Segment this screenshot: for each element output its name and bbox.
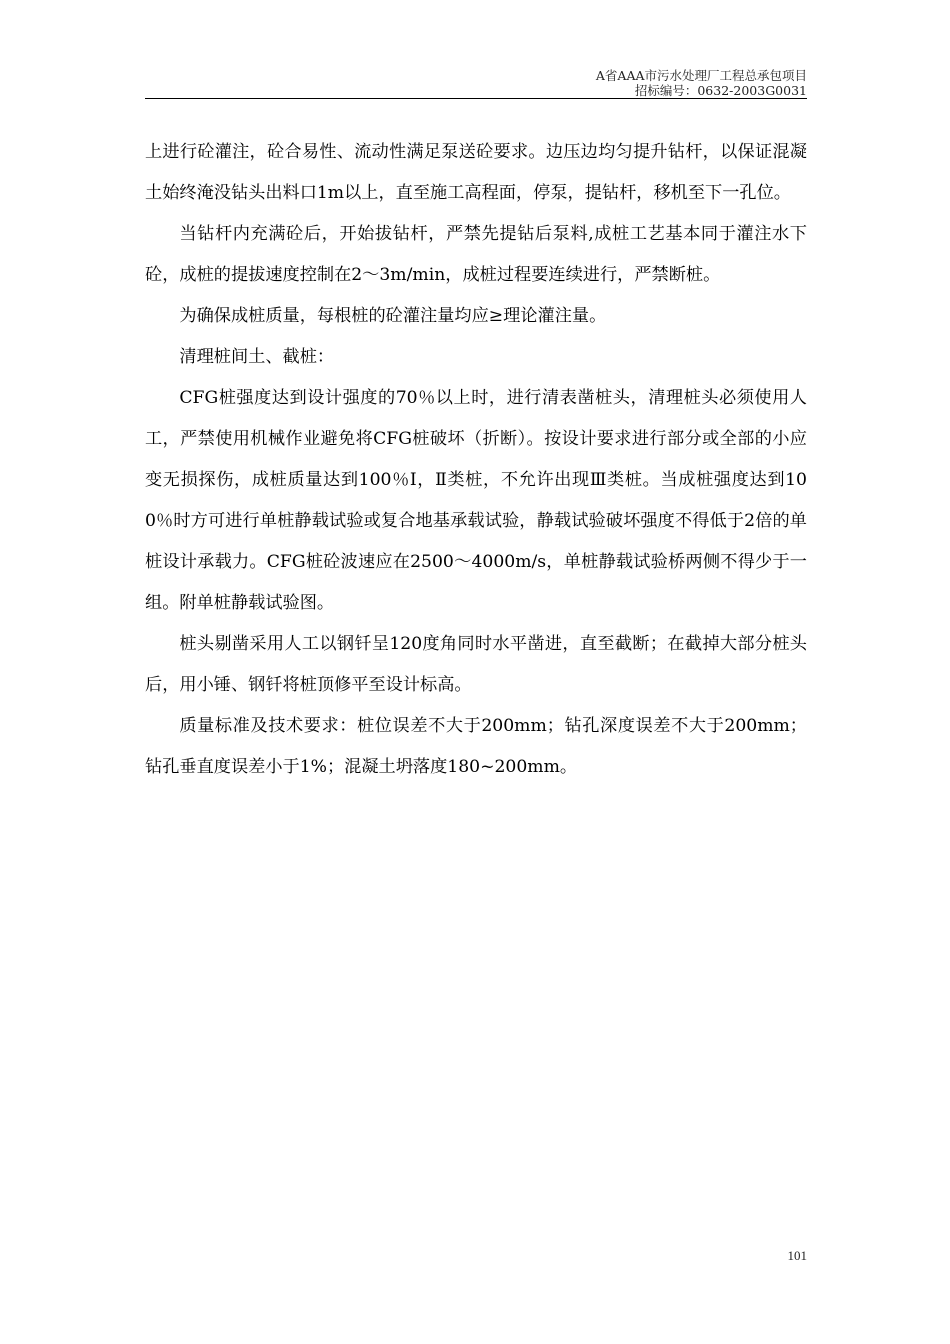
- paragraph-drill-extraction: 当钻杆内充满砼后，开始拔钻杆，严禁先提钻后泵料,成桩工艺基本同于灌注水下砼，成桩的提拔速度控制在2～3m/min，成桩过程要连续进行，严禁断桩。: [145, 224, 807, 285]
- page-number: 101: [787, 1248, 807, 1263]
- paragraph-quality-standards: 质量标准及技术要求：桩位误差不大于200mm；钻孔深度误差不大于200mm；钻孔垂直度误差小于1%；混凝土坍落度180~200mm。: [145, 716, 807, 777]
- header-divider: [145, 98, 807, 99]
- page-header: [145, 68, 807, 98]
- paragraph-pile-head-removal: 桩头剔凿采用人工以钢钎呈120度角同时水平凿进，直至截断；在截掉大部分桩头后，用小锤、钢钎将桩顶修平至设计标高。: [145, 634, 807, 695]
- paragraph-continuation: 上进行砼灌注，砼合易性、流动性满足泵送砼要求。边压边均匀提升钻杆，以保证混凝土始终淹没钻头出料口1m以上，直至施工高程面，停泵，提钻杆，移机至下一孔位。: [145, 142, 807, 203]
- paragraph-pile-testing: CFG桩强度达到设计强度的70％以上时，进行清表凿桩头，清理桩头必须使用人工，严禁使用机械作业避免将CFG桩破坏（折断）。按设计要求进行部分或全部的小应变无损探伤，成桩质量达到100％Ⅰ，Ⅱ类桩，不允许出现Ⅲ类桩。当成桩强度达到100％时方可进行单桩静载试验或复合地基承载试验，静载试验破坏强度不得低于2倍的单桩设计承载力。CFG桩砼波速应在2500～4000m/s，单桩静载试验桥两侧不得少于一组。附单桩静载试验图。: [145, 388, 807, 613]
- header-bid-number: 招标编号：0632-2003G0031: [634, 83, 807, 98]
- document-body: [145, 132, 807, 788]
- paragraph-pour-volume: 为确保成桩质量，每根桩的砼灌注量均应≥理论灌注量。: [179, 306, 607, 326]
- header-project-title: A省AAA市污水处理厂工程总承包项目: [595, 68, 807, 83]
- paragraph-section-heading: 清理桩间土、截桩：: [179, 347, 335, 367]
